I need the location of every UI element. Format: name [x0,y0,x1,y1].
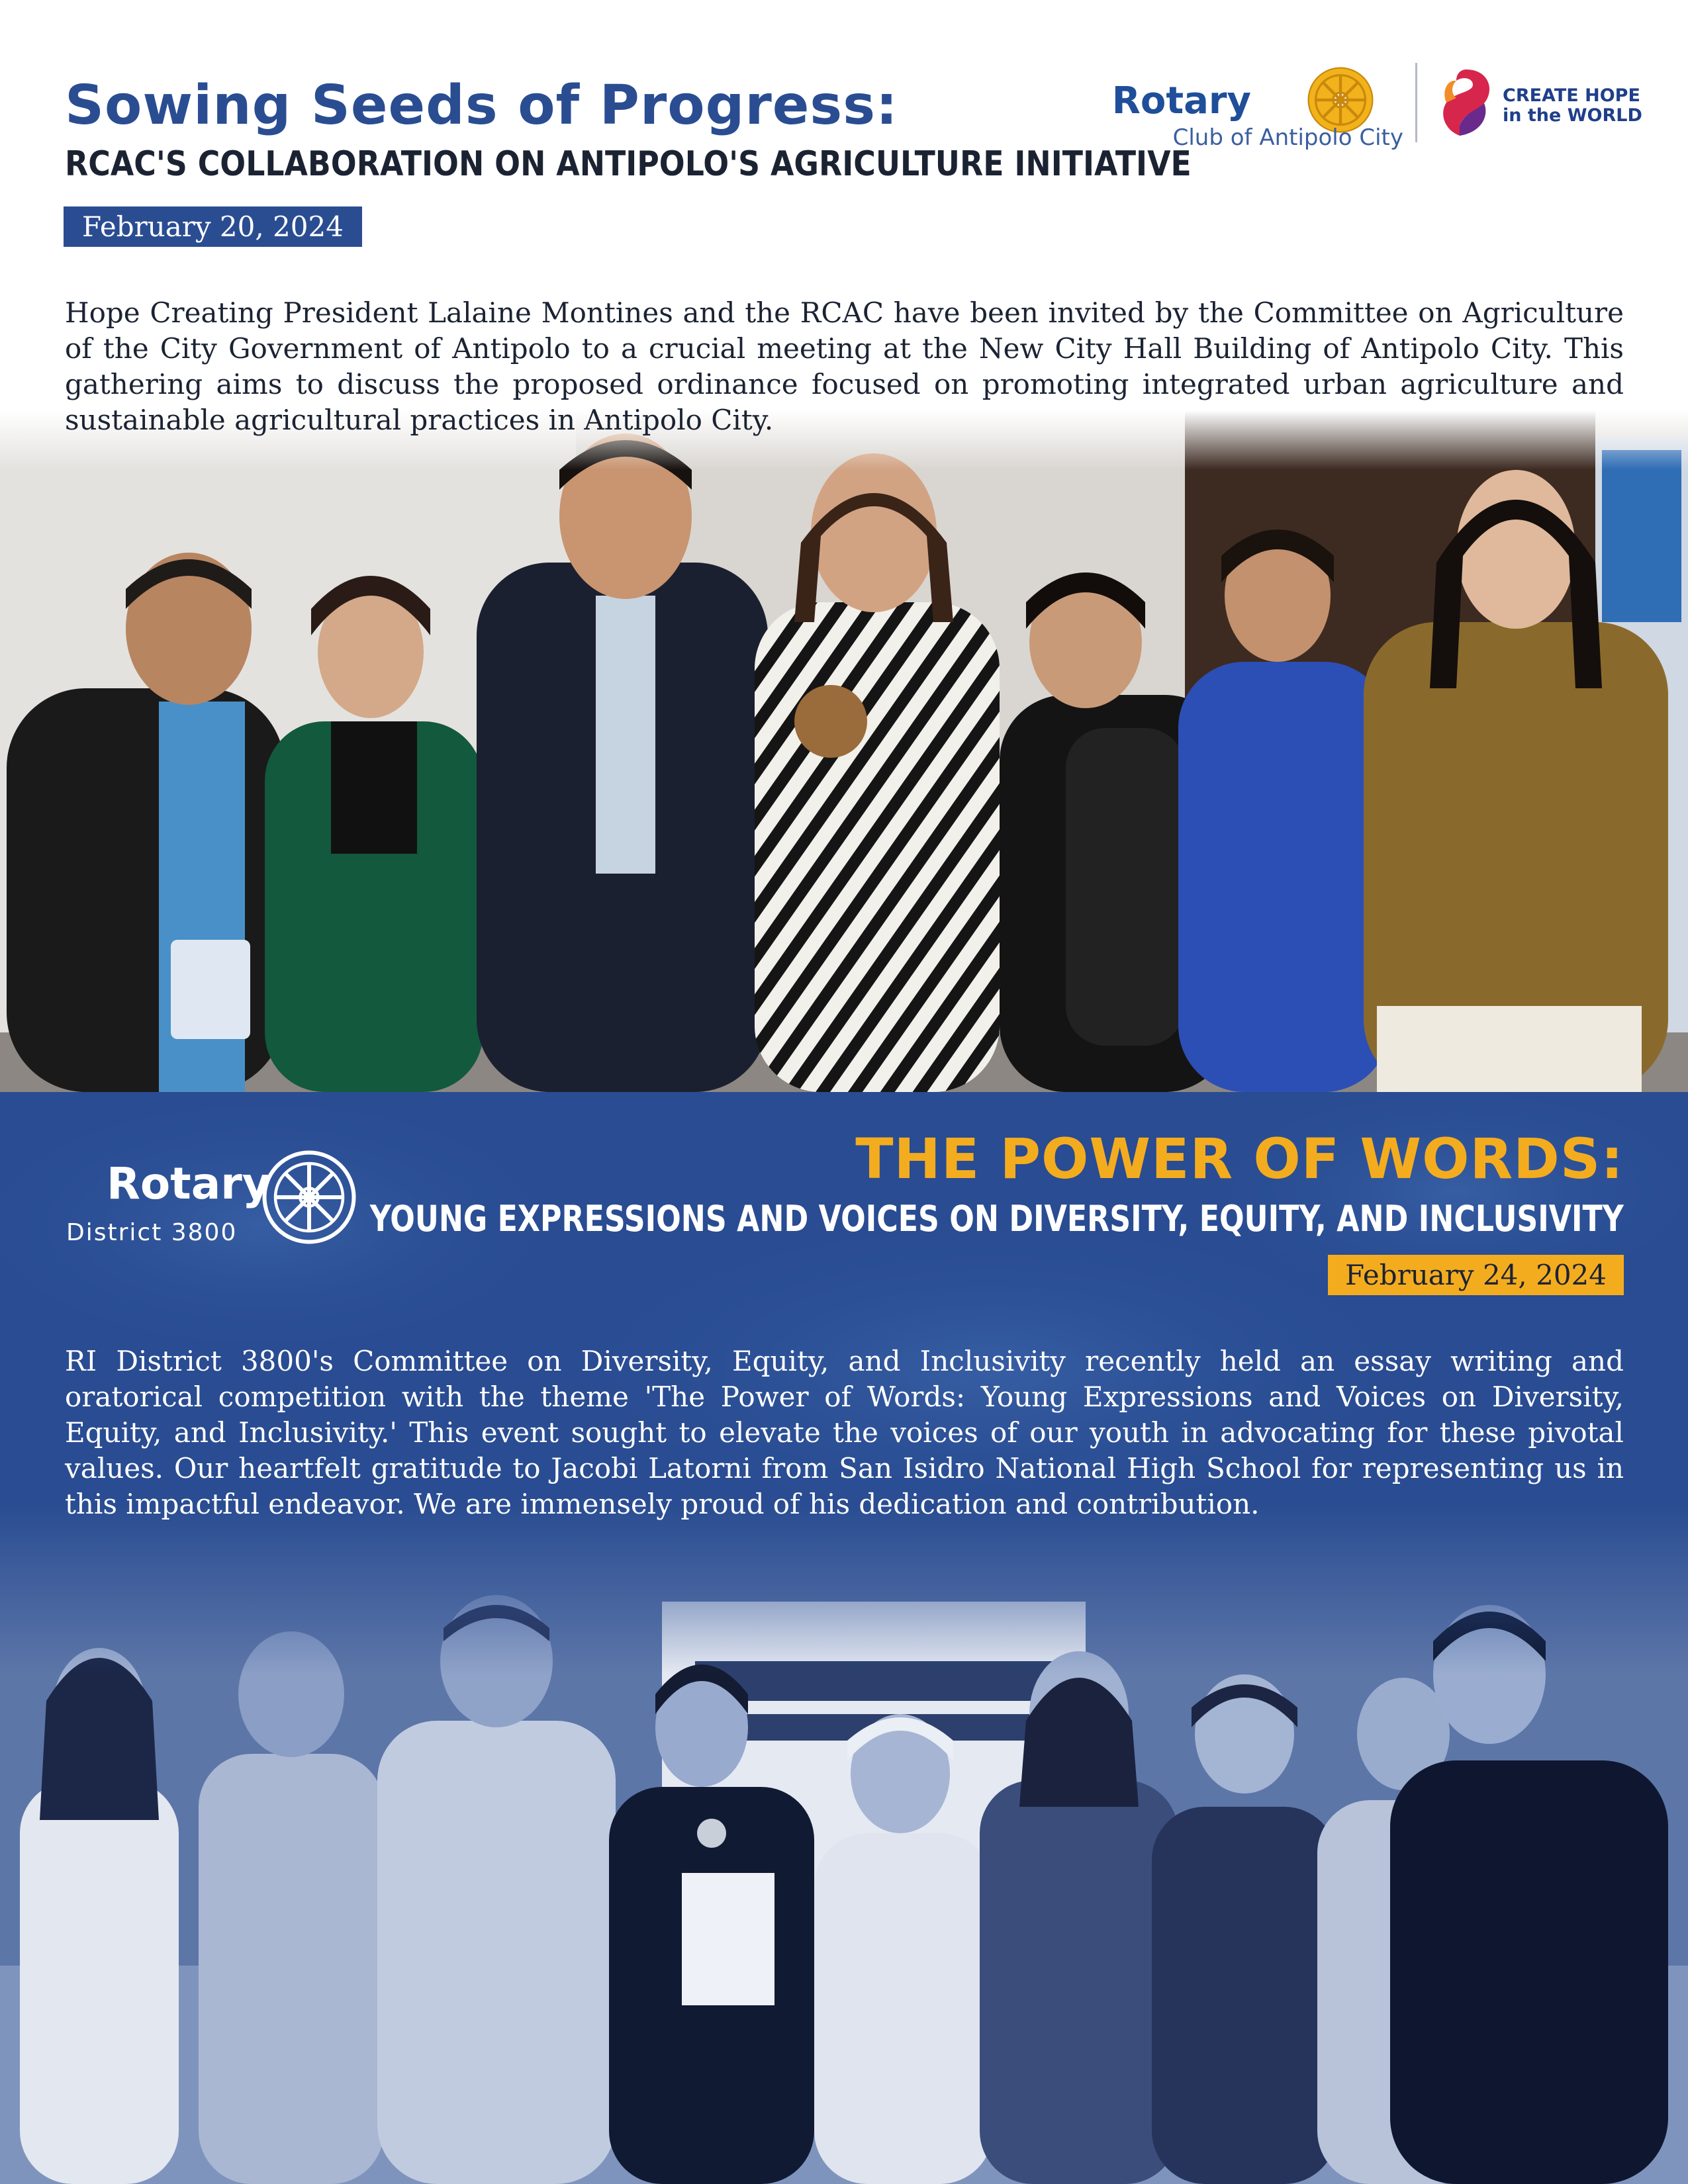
article-body: RI District 3800's Committee on Diversity, Equity, and Inclusivity recently held an essay writing and oratorical competition with the theme 'The Power of Words: Young Expressions and Voices on Diversity, Equity, and Inclusivity.' This event sought to elevate the voices of our youth in advocating for these pivotal values. Our heartfelt gratitude to Jacobi Latorni from San Isidro National High School for representing us in this impactful endeavor. We are immensely proud of his dedication and contribution. [65,1345,1624,1520]
article-subtitle: RCAC'S COLLABORATION ON ANTIPOLO'S AGRICULTURE INITIATIVE [65,144,1192,184]
rotary-international-wheel-icon [259,1148,359,1247]
theme-line-1: CREATE HOPE [1503,85,1640,106]
article-date-badge: February 20, 2024 [64,206,362,247]
article-body: Hope Creating President Lalaine Montines and the RCAC have been invited by the Committee on Agriculture of the City Government of Antipolo to a crucial meeting at the New City Hall Building of Antipolo City. This gathering aims to discuss the proposed ordinance focused on promoting integrated urban agriculture and sustainable agricultural practices in Antipolo City. [65,296,1624,436]
rotary-club-logo [1059,60,1403,159]
group-photo-city-hall [0,410,1688,1092]
article-title: THE POWER OF WORDS: [855,1126,1624,1191]
create-hope-text [1503,86,1642,126]
group-photo-competition [0,1502,1688,2184]
article-date-badge: February 24, 2024 [1328,1255,1624,1295]
create-hope-logo [1436,66,1642,146]
theme-line-2: in the WORLD [1503,105,1642,126]
create-hope-swirl-icon [1436,66,1496,139]
rotary-district-logo [64,1140,368,1252]
article-subtitle: YOUNG EXPRESSIONS AND VOICES ON DIVERSITY, EQUITY, AND INCLUSIVITY [369,1198,1624,1240]
logo-divider [1415,63,1417,142]
club-name: Club of Antipolo City [1172,124,1403,151]
district-name: District 3800 [66,1219,238,1246]
rotary-wordmark: Rotary [107,1158,271,1209]
article-power-of-words [0,1092,1688,2184]
rotary-wordmark: Rotary [1111,79,1251,122]
article-title: Sowing Seeds of Progress: [65,74,898,137]
